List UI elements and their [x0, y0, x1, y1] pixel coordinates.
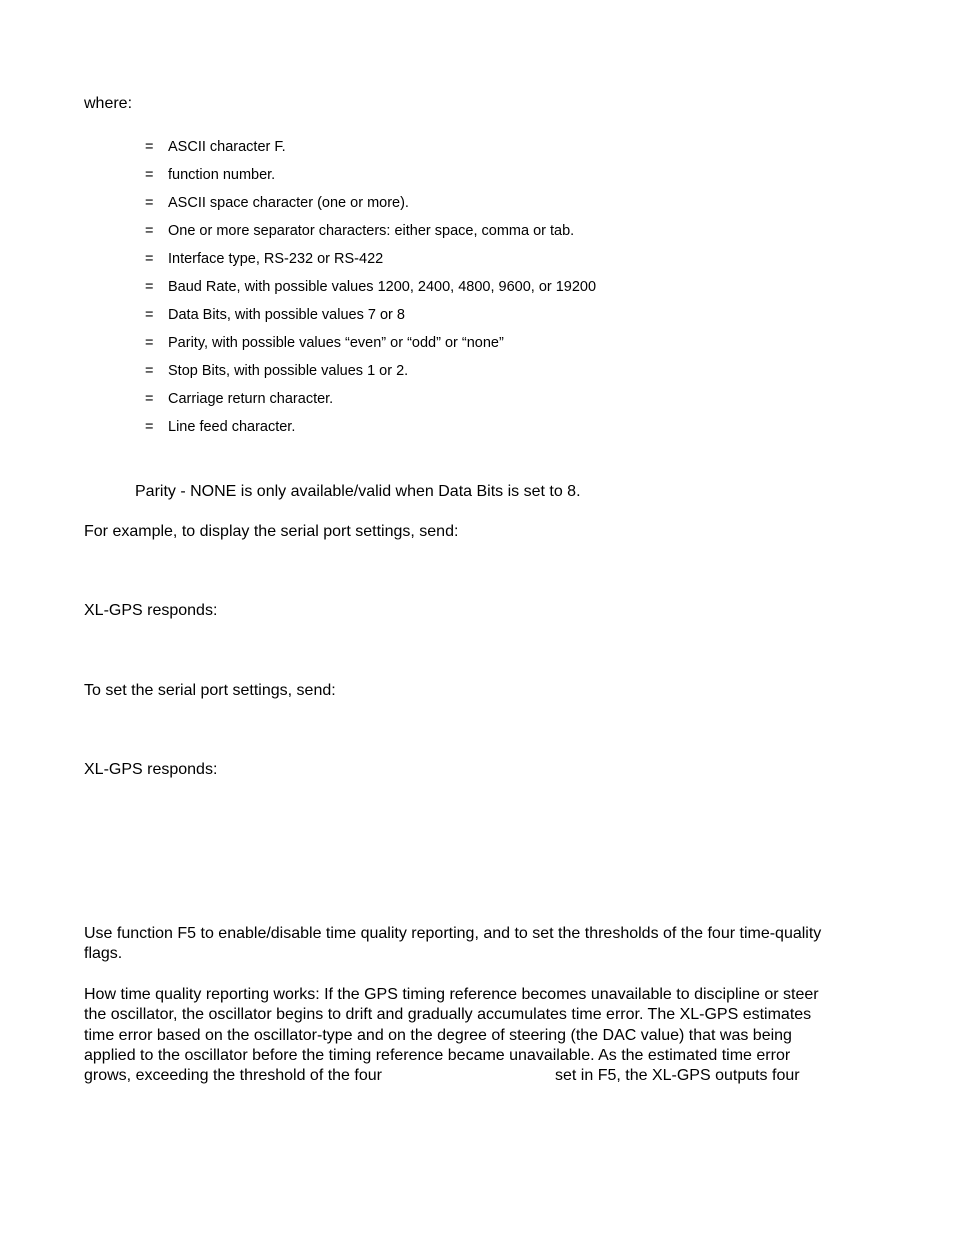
definition-text: ASCII character F. [168, 139, 286, 155]
definition-text: Line feed character. [168, 419, 296, 435]
equals-sign: = [145, 419, 154, 435]
equals-sign: = [145, 167, 154, 183]
equals-sign: = [145, 139, 154, 155]
definition-text: Carriage return character. [168, 391, 334, 407]
definition-text: One or more separator characters: either space, comma or tab. [168, 223, 575, 239]
definition-text: Stop Bits, with possible values 1 or 2. [168, 363, 409, 379]
last-line-part-2: set in F5, the XL-GPS outputs four [555, 1067, 800, 1085]
responds-text-2: XL-GPS responds: [84, 761, 218, 778]
equals-sign: = [145, 335, 154, 351]
example-set-text: To set the serial port settings, send: [84, 682, 336, 699]
definition-text: function number. [168, 167, 276, 183]
equals-sign: = [145, 223, 154, 239]
definition-text: Baud Rate, with possible values 1200, 2400, 4800, 9600, or 19200 [168, 279, 597, 295]
paragraph-last-line [84, 1066, 874, 1086]
equals-sign: = [145, 391, 154, 407]
definition-text: Parity, with possible values “even” or “odd” or “none” [168, 335, 504, 351]
equals-sign: = [145, 195, 154, 211]
how-it-works-paragraph [84, 985, 874, 1086]
definition-text: Interface type, RS-232 or RS-422 [168, 251, 384, 267]
equals-sign: = [145, 363, 154, 379]
last-line-part-1: grows, exceeding the threshold of the four [84, 1067, 382, 1085]
paragraph-line: How time quality reporting works: If the GPS timing reference becomes unavailable to discipline or steer [84, 986, 819, 1003]
equals-sign: = [145, 251, 154, 267]
definition-text: ASCII space character (one or more). [168, 195, 409, 211]
paragraph-line: time error based on the oscillator-type and on the degree of steering (the DAC value) that was being [84, 1026, 792, 1044]
definition-text: Data Bits, with possible values 7 or 8 [168, 307, 405, 323]
example-display-text: For example, to display the serial port settings, send: [84, 523, 459, 540]
parity-note: Parity - NONE is only available/valid when Data Bits is set to 8. [135, 483, 581, 500]
equals-sign: = [145, 279, 154, 295]
paragraph-line: the oscillator, the oscillator begins to drift and gradually accumulates time error. The XL-GPS estimates [84, 1006, 812, 1024]
intro-text: where: [84, 95, 133, 112]
equals-sign: = [145, 307, 154, 323]
responds-text-1: XL-GPS responds: [84, 602, 218, 619]
f5-paragraph [84, 924, 874, 965]
paragraph-line: Use function F5 to enable/disable time quality reporting, and to set the thresholds of the four time-quality [84, 925, 822, 942]
paragraph-line: applied to the oscillator before the timing reference became unavailable. As the estimated time error [84, 1046, 791, 1064]
paragraph-line: flags. [84, 945, 123, 963]
